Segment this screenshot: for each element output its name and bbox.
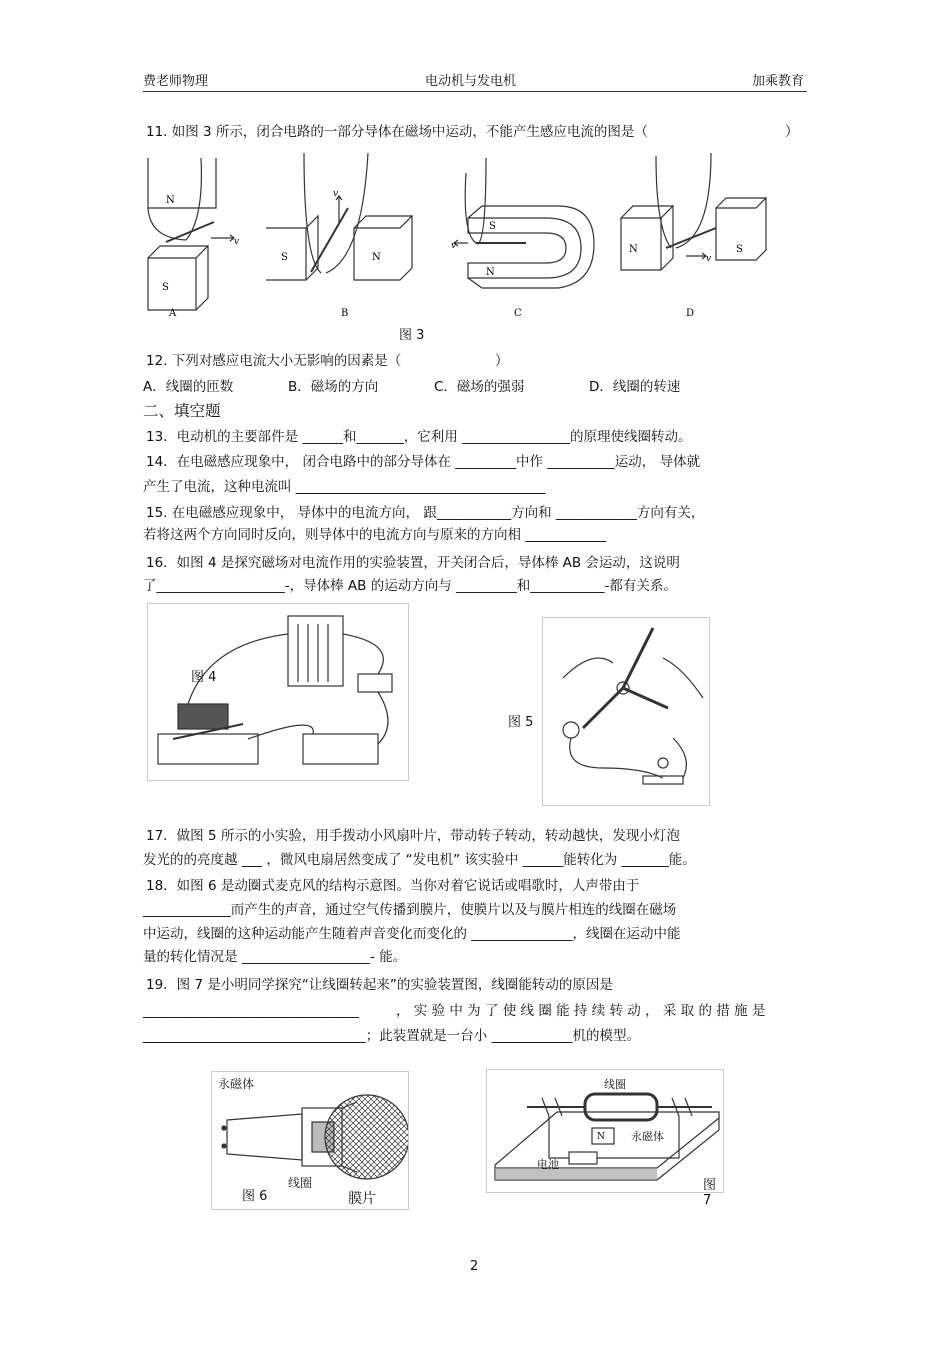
fig3-panel-a: A	[169, 308, 177, 319]
fig6-label-magnet: 永磁体	[218, 1077, 255, 1091]
figure-7	[486, 1069, 724, 1208]
fig3-panel-b: B	[341, 308, 349, 319]
fig7-label-battery: 电池	[537, 1158, 559, 1171]
question-18-line3: 中运动，线圈的这种运动能产生随着声音变化而变化的 _______________，线圈在运动中能	[143, 926, 681, 942]
fig7-label-coil: 线圈	[604, 1078, 626, 1091]
fig3-pole-c-s: S	[489, 221, 496, 232]
figure-4-drawing	[148, 604, 408, 780]
fig3-panel-c: C	[514, 308, 522, 319]
figure-5-caption: 图 5	[508, 715, 534, 730]
figure-6-caption: 图 6	[242, 1189, 268, 1204]
fig3-pole-b-n: N	[372, 252, 381, 263]
question-19-line2-rest: ， 实 验 中 为 了 使 线 圈 能 持 续 转 动 ， 采 取 的 措 施 是	[396, 1003, 766, 1019]
fig3-pole-c-n: N	[486, 267, 495, 278]
fig3-velocity-b: v	[333, 189, 339, 199]
question-16-line2: 了___________________-，导体棒 AB 的运动方向与 _________和___________-都有关系。	[143, 578, 677, 594]
header-rule	[143, 91, 807, 92]
question-12: 12. 下列对感应电流大小无影响的因素是（	[146, 353, 402, 369]
fig3-pole-b-s: S	[281, 252, 288, 263]
fig3-pole-a-s: S	[162, 282, 169, 293]
question-18-line2: _____________而产生的声音，通过空气传播到膜片，使膜片以及与膜片相连的线圈在磁场	[143, 902, 677, 918]
question-17-line1: 17．做图 5 所示的小实验，用手拨动小风扇叶片，带动转子转动，转动越快，发现小灯泡	[146, 828, 680, 844]
q12-option-b: B．磁场的方向	[288, 379, 379, 395]
question-12-close: ）	[495, 353, 509, 369]
fig3-pole-d-s: S	[736, 244, 743, 255]
header-center: 电动机与发电机	[425, 74, 517, 89]
figure-7-caption: 图 7	[703, 1178, 717, 1208]
fig3-velocity-a: v	[234, 237, 240, 247]
fig3-pole-d-n: N	[629, 244, 638, 255]
question-13: 13．电动机的主要部件是 ______和_______，它利用 ________________的原理使线圈转动。	[146, 429, 692, 445]
q12-option-d: D．线圈的转速	[589, 379, 681, 395]
question-18-line4: 量的转化情况是 ___________________- 能。	[143, 949, 407, 965]
page-number: 2	[470, 1259, 479, 1274]
section-2-title: 二、填空题	[143, 402, 221, 420]
question-15-line1: 15. 在电磁感应现象中， 导体中的电流方向， 跟___________方向和 ____________方向有关，	[146, 505, 705, 521]
question-19-line1: 19．图 7 是小明同学探究“让线圈转起来”的实验装置图，线圈能转动的原因是	[146, 977, 613, 993]
figure-4-caption: 图 4	[191, 670, 217, 685]
figure-4	[147, 603, 409, 781]
figure-5-drawing	[543, 618, 709, 805]
q12-option-c: C．磁场的强弱	[434, 379, 525, 395]
fig3-panel-d: D	[686, 308, 695, 319]
figure-3	[126, 148, 768, 320]
header-left: 费老师物理	[143, 74, 209, 89]
question-18-line1: 18．如图 6 是动圈式麦克风的结构示意图。当你对着它说话或唱歌时，人声带由于	[146, 878, 640, 894]
header-right: 加乘教育	[752, 74, 805, 89]
fig3-pole-a-n: N	[166, 195, 175, 206]
figure-3-drawing	[126, 148, 768, 320]
figure-3-caption: 图 3	[399, 328, 425, 343]
fig7-label-magnet: 永磁体	[631, 1130, 664, 1143]
question-19-line3: _________________________________；此装置就是一台小 ____________机的模型。	[143, 1028, 641, 1044]
fig6-label-membrane: 膜片	[348, 1191, 376, 1207]
fig3-velocity-c: v	[451, 241, 457, 251]
q12-option-a: A．线圈的匝数	[143, 379, 234, 395]
question-14-line2: 产生了电流，这种电流叫 _____________________________________	[143, 479, 546, 495]
question-19-line2-blank: ________________________________	[143, 1003, 359, 1019]
question-15-line2: 若将这两个方向同时反向，则导体中的电流方向与原来的方向相 ____________	[143, 527, 607, 543]
fig7-label-n: N	[597, 1132, 605, 1142]
question-11-close: ）	[785, 124, 799, 140]
figure-5	[508, 617, 710, 806]
fig6-label-coil: 线圈	[288, 1176, 313, 1190]
fig3-velocity-d: v	[706, 254, 712, 264]
question-11: 11. 如图 3 所示，闭合电路的一部分导体在磁场中运动，不能产生感应电流的图是（	[146, 124, 648, 140]
question-17-line2: 发光的的亮度越 ___ ，微风电扇居然变成了 “发电机” 该实验中 ______能转化为 _______能。	[143, 852, 696, 868]
figure-6	[211, 1071, 409, 1210]
question-16-line1: 16．如图 4 是探究磁场对电流作用的实验装置，开关闭合后，导体棒 AB 会运动，这说明	[146, 555, 680, 571]
question-14-line1: 14．在电磁感应现象中， 闭合电路中的部分导体在 _________中作 __________运动， 导体就	[146, 454, 701, 470]
